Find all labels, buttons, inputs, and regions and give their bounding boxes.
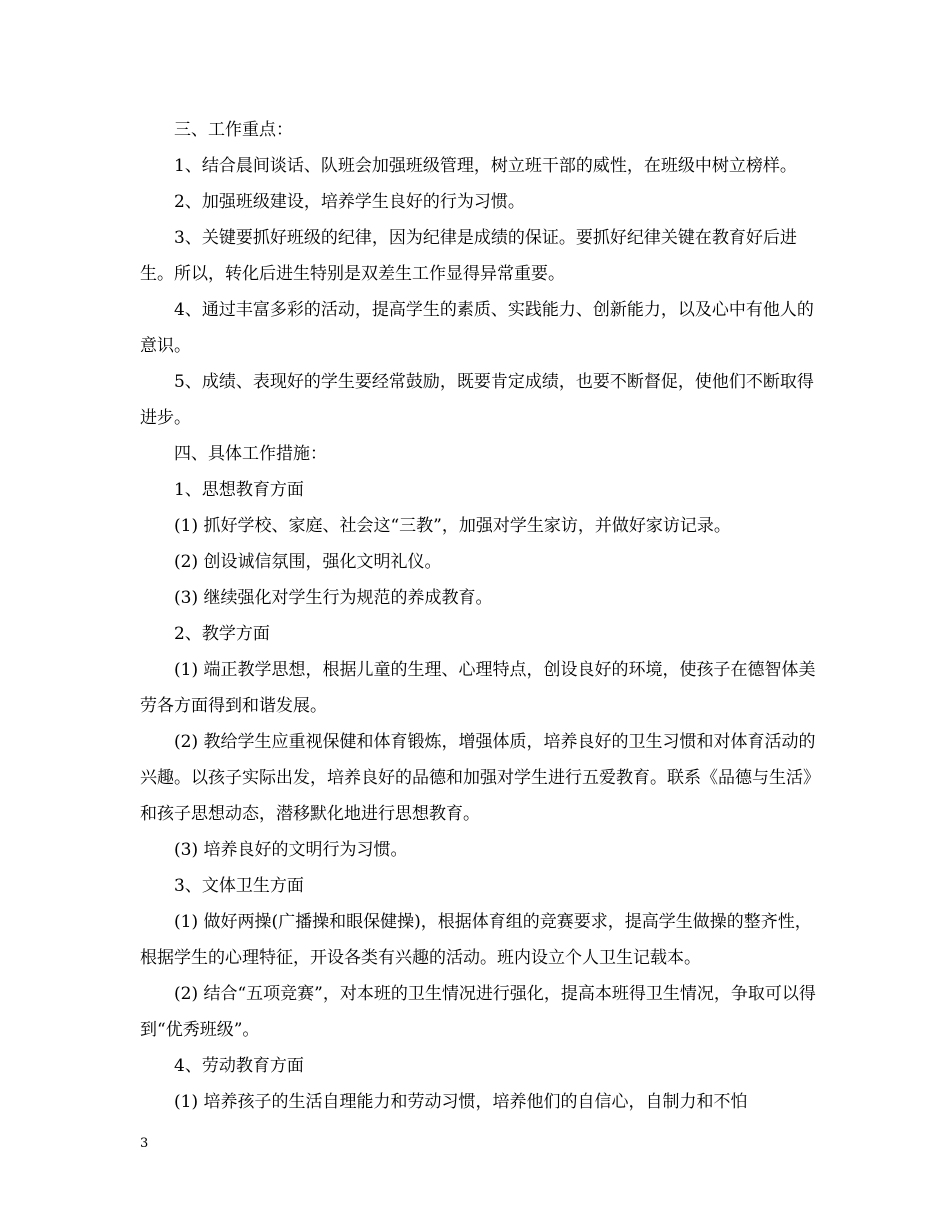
paragraph-item: (2) 教给学生应重视保健和体育锻炼，增强体质，培养良好的卫生习惯和对体育活动的兴趣。以孩子实际出发，培养良好的品德和加强对学生进行五爱教育。联系《品德与生活》和孩子思想动态，潜移默化地进行思想教育。 [140, 732, 820, 824]
document-body [140, 112, 820, 1120]
paragraph-item: (3) 继续强化对学生行为规范的养成教育。 [174, 588, 493, 608]
paragraph-item: (1) 培养孩子的生活自理能力和劳动习惯，培养他们的自信心，自制力和不怕 [174, 1092, 748, 1112]
paragraph-item: (1) 端正教学思想，根据儿童的生理、心理特点，创设良好的环境，使孩子在德智体美劳各方面得到和谐发展。 [140, 660, 816, 716]
paragraph-item: 5、成绩、表现好的学生要经常鼓励，既要肯定成绩，也要不断督促，使他们不断取得进步。 [140, 372, 814, 428]
paragraph-item: 1、结合晨间谈话、队班会加强班级管理，树立班干部的威性，在班级中树立榜样。 [174, 156, 797, 176]
paragraph-item: (1) 抓好学校、家庭、社会这“三教”，加强对学生家访，并做好家访记录。 [174, 516, 731, 536]
paragraph-item: (3) 培养良好的文明行为习惯。 [174, 840, 408, 860]
subheading-teaching: 2、教学方面 [174, 624, 270, 644]
page-number: 3 [140, 1136, 149, 1151]
paragraph-item: 4、通过丰富多彩的活动，提高学生的素质、实践能力、创新能力，以及心中有他人的意识。 [140, 300, 814, 356]
paragraph-item: (2) 创设诚信氛围，强化文明礼仪。 [174, 552, 442, 572]
paragraph-item: (2) 结合“五项竞赛”，对本班的卫生情况进行强化，提高本班得卫生情况，争取可以得到“优秀班级”。 [140, 984, 816, 1040]
subheading-ideological-education: 1、思想教育方面 [174, 480, 304, 500]
paragraph-item: 3、关键要抓好班级的纪律，因为纪律是成绩的保证。要抓好纪律关键在教育好后进生。所以，转化后进生特别是双差生工作显得异常重要。 [140, 228, 797, 284]
heading-specific-measures: 四、具体工作措施： [174, 444, 327, 464]
subheading-labor-education: 4、劳动教育方面 [174, 1056, 304, 1076]
paragraph-item: 2、加强班级建设，培养学生良好的行为习惯。 [174, 192, 525, 212]
paragraph-item: (1) 做好两操(广播操和眼保健操)，根据体育组的竞赛要求，提高学生做操的整齐性，根据学生的心理特征，开设各类有兴趣的活动。班内设立个人卫生记载本。 [140, 912, 812, 968]
subheading-sports-hygiene: 3、文体卫生方面 [174, 876, 304, 896]
heading-work-focus: 三、工作重点： [174, 120, 293, 140]
